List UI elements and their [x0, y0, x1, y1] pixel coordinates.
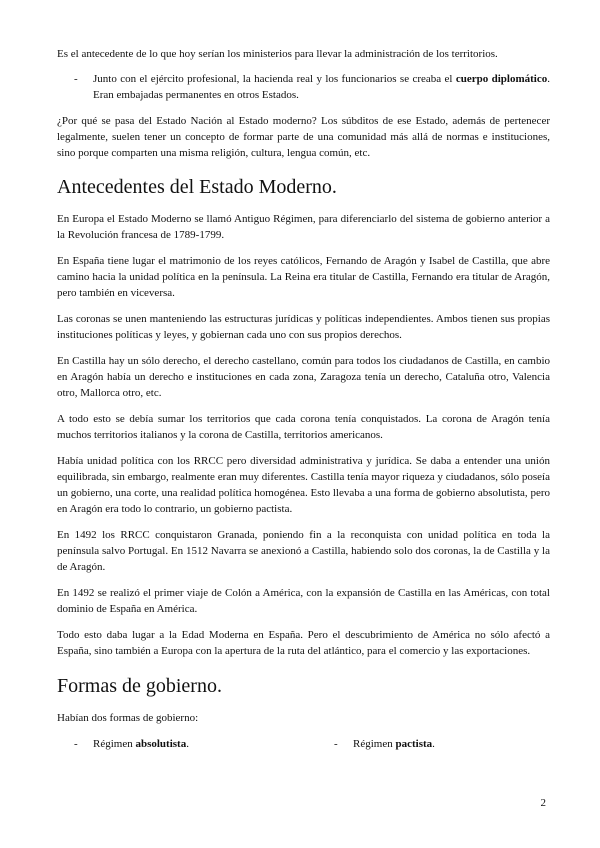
- list-item-post: .: [186, 738, 189, 750]
- list-item-text: [93, 736, 189, 752]
- bullet-text-pre: Junto con el ejército profesional, la hacienda real y los funcionarios se creaba el: [93, 73, 456, 85]
- intro-paragraph-2: ¿Por qué se pasa del Estado Nación al Estado moderno? Los súbditos de ese Estado, además de pertenecer legalmente, suelen tener un concepto de formar parte de una comunidad más allá de normas e instituciones, sino porque comparten una misma religión, cultura, lengua común, etc.: [57, 115, 550, 159]
- antecedentes-paragraph-8: En 1492 se realizó el primer viaje de Colón a América, con la expansión de Castilla en las Américas, con total dominio de España en América.: [57, 587, 550, 615]
- bullet-text-post: . Eran embajadas permanentes en otros Estados.: [93, 73, 550, 101]
- antecedentes-paragraph-7: En 1492 los RRCC conquistaron Granada, poniendo fin a la reconquista con unidad política en toda la península salvo Portugal. En 1512 Navarra se anexionó a Castilla, habiendo solo dos coronas, la de Castilla y la de Aragón.: [57, 529, 550, 573]
- list-item-pactista: [317, 736, 550, 752]
- page-number: 2: [540, 797, 546, 809]
- list-item-absolutista: [57, 736, 317, 752]
- formas-intro: Habían dos formas de gobierno:: [57, 712, 199, 724]
- government-forms-list: [57, 736, 550, 752]
- list-item-post: .: [432, 738, 435, 750]
- bullet-text-bold: cuerpo diplomático: [455, 73, 548, 85]
- intro-paragraph-1: Es el antecedente de lo que hoy serían los ministerios para llevar la administración de los territorios.: [57, 48, 498, 60]
- antecedentes-paragraph-3: Las coronas se unen manteniendo las estructuras jurídicas y políticas independientes. Ambos tienen sus propias instituciones políticas y leyes, y gobiernan cada uno con sus propios derechos.: [57, 313, 550, 341]
- list-item-text: [353, 736, 435, 752]
- antecedentes-paragraph-5: A todo esto se debía sumar los territorios que cada corona tenía conquistados. La corona de Aragón tenía muchos territorios italianos y la corona de Castilla, territorios americanos.: [57, 413, 550, 441]
- bullet-dash: -: [74, 73, 78, 85]
- list-item-bold: absolutista: [135, 738, 187, 750]
- bullet-text: [93, 71, 550, 103]
- list-item-dash: -: [74, 738, 78, 750]
- section-heading-formas: Formas de gobierno.: [57, 675, 222, 697]
- list-item-bold: pactista: [395, 738, 433, 750]
- list-item-dash: -: [334, 738, 338, 750]
- antecedentes-paragraph-9: Todo esto daba lugar a la Edad Moderna en España. Pero el descubrimiento de América no sólo afectó a España, sino también a Europa con la apertura de la ruta del atlántico, para el comercio y las exportaciones.: [57, 629, 550, 657]
- document-page: [57, 46, 550, 752]
- section-heading-antecedentes: Antecedentes del Estado Moderno.: [57, 176, 337, 198]
- list-item-pre: Régimen: [353, 738, 396, 750]
- antecedentes-paragraph-1: En Europa el Estado Moderno se llamó Antiguo Régimen, para diferenciarlo del sistema de gobierno anterior a la Revolución francesa de 1789-1799.: [57, 213, 550, 241]
- antecedentes-paragraph-4: En Castilla hay un sólo derecho, el derecho castellano, común para todos los ciudadanos de Castilla, en cambio en Aragón había un derecho e instituciones en cada zona, Zaragoza tenía un derecho, Cataluña otro, Valencia otro, Mallorca otro, etc.: [57, 355, 550, 399]
- antecedentes-paragraph-6: Había unidad política con los RRCC pero diversidad administrativa y jurídica. Se daba a entender una unión equilibrada, sin embargo, realmente eran muy diferentes. Castilla tenía mayor riqueza y ciudadanos, sólo poseía un gobierno, una corte, una realidad política homogénea. Esto llevaba a una forma de gobierno absolutista, pero en Aragón era todo lo contrario, un gobierno pactista.: [57, 455, 550, 515]
- diplomatic-corps-bullet: [57, 71, 550, 103]
- list-item-pre: Régimen: [93, 738, 136, 750]
- antecedentes-paragraph-2: En España tiene lugar el matrimonio de los reyes católicos, Fernando de Aragón y Isabel de Castilla, que abre camino hacia la unidad política en la península. La Reina era titular de Castilla, Fernando era titular de Aragón, pero también en viceversa.: [57, 255, 550, 299]
